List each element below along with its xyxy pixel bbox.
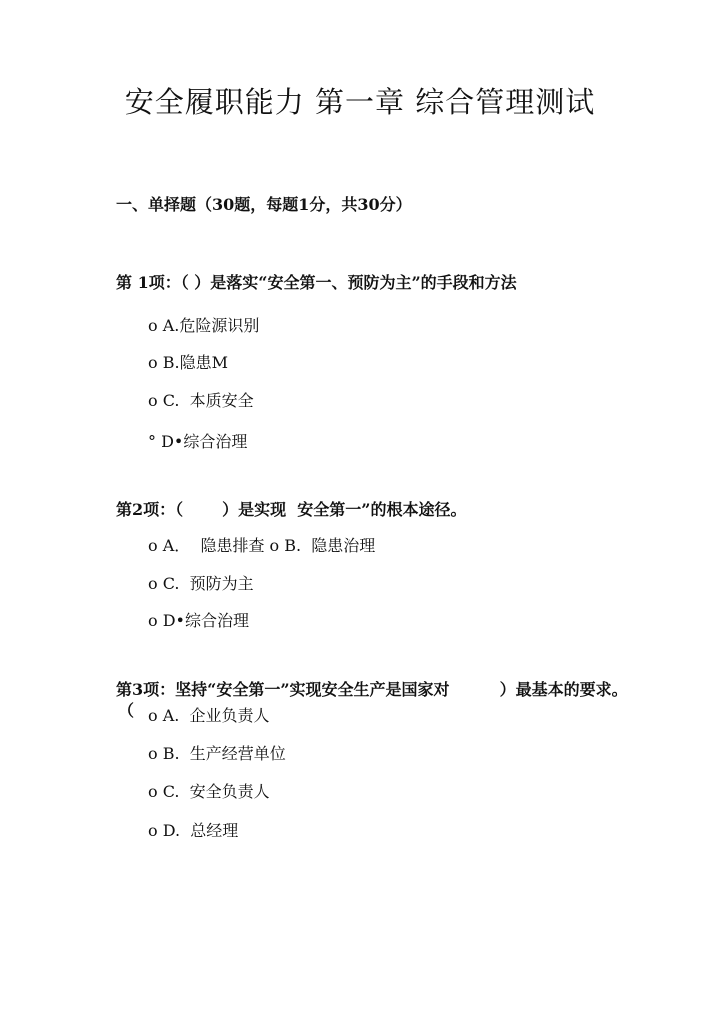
- question-1-option-c: o C. 本质安全: [148, 391, 254, 410]
- question-3-option-d: o D. 总经理: [148, 821, 239, 840]
- question-3-stem: 第3项：坚持“安全第一”实现安全生产是国家对 ）最基本的要求。: [116, 680, 628, 699]
- question-1-stem: 第 1项：（ ）是落实“安全第一、预防为主”的手段和方法: [116, 273, 517, 292]
- question-3-option-c: o C. 安全负责人: [148, 782, 270, 801]
- question-2-option-ab: o A． 隐患排查 o B. 隐患治理: [148, 536, 376, 555]
- question-3-open-paren: （: [118, 701, 135, 720]
- question-2-option-c: o C. 预防为主: [148, 574, 254, 593]
- question-1-option-b: o B.隐患M: [148, 353, 228, 372]
- question-2-stem: 第2项：（ ）是实现 安全第一”的根本途径。: [116, 500, 467, 519]
- question-3-option-a: o A. 企业负责人: [148, 706, 270, 725]
- question-2-option-d: o D•综合治理: [148, 611, 249, 630]
- section-header: 一、单择题（30题，每题1分，共30分）: [116, 195, 412, 214]
- question-1-option-d: ° D•综合治理: [148, 432, 248, 451]
- question-1-option-a: o A.危险源识别: [148, 316, 260, 335]
- question-3-option-b: o B. 生产经营单位: [148, 744, 286, 763]
- page-title: 安全履职能力 第一章 综合管理测试: [124, 85, 596, 119]
